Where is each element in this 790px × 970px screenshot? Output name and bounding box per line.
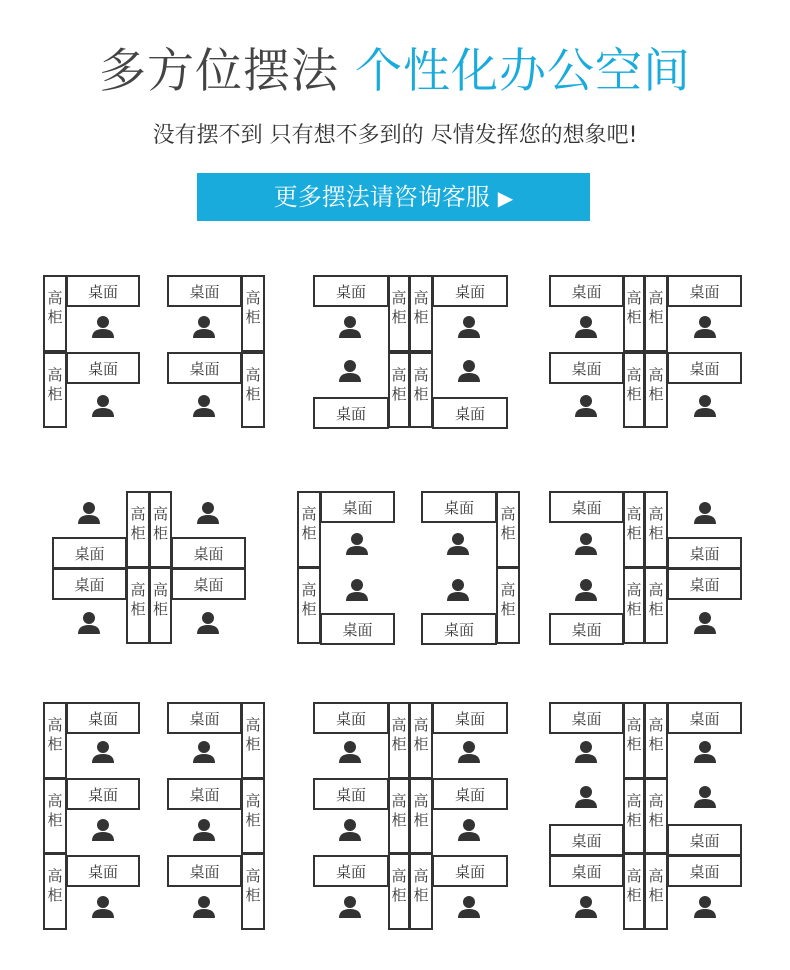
desk [550, 276, 623, 306]
cabinet-label-bottom: 柜 [47, 811, 63, 829]
cabinet-label-bottom: 柜 [626, 308, 642, 326]
tall-cabinet [624, 353, 644, 427]
cabinet-label-bottom: 柜 [626, 886, 642, 904]
person-icon [694, 786, 716, 808]
tall-cabinet [127, 492, 149, 567]
desk [314, 856, 388, 886]
tall-cabinet [410, 779, 432, 853]
desk [433, 856, 507, 886]
cabinet-label-bottom: 柜 [245, 308, 261, 326]
desk-label: 桌面 [571, 832, 602, 850]
desk-label: 桌面 [87, 710, 119, 728]
tall-cabinet [497, 568, 519, 643]
desk-label: 桌面 [454, 863, 486, 881]
cabinet-label-top: 高 [500, 581, 516, 599]
desk-label: 桌面 [193, 545, 224, 563]
cabinet-label-top: 高 [245, 289, 261, 307]
tall-cabinet [389, 276, 409, 351]
tall-cabinet [645, 703, 667, 778]
tall-cabinet [44, 703, 66, 778]
person-icon [575, 395, 597, 417]
desk [67, 703, 139, 733]
desk-label: 桌面 [689, 576, 720, 594]
person-icon [92, 316, 114, 338]
cabinet-label-top: 高 [413, 792, 429, 810]
person-icon [193, 896, 215, 918]
desk [550, 353, 623, 383]
cabinet-label-top: 高 [245, 792, 261, 810]
desk [168, 856, 241, 886]
desk [53, 538, 126, 568]
cabinet-label-bottom: 柜 [648, 385, 664, 403]
desk-label: 桌面 [571, 863, 602, 881]
cabinet-label-top: 高 [648, 792, 664, 810]
desk-label: 桌面 [335, 405, 367, 423]
cabinet-label-bottom: 柜 [245, 385, 261, 403]
desk-label: 桌面 [454, 710, 486, 728]
cabinet-label-top: 高 [47, 792, 63, 810]
cabinet-label-top: 高 [152, 581, 169, 599]
tall-cabinet [410, 353, 432, 427]
tall-cabinet [44, 276, 66, 351]
person-icon [197, 502, 219, 524]
desk [668, 353, 741, 383]
desk [433, 276, 507, 306]
desk [172, 569, 245, 599]
title-primary: 多方位摆法 [99, 44, 340, 99]
play-triangle-icon: ▶ [497, 186, 514, 210]
cabinet-label-top: 高 [301, 581, 317, 599]
desk-label: 桌面 [454, 283, 486, 301]
cabinet-label-bottom: 柜 [626, 811, 642, 829]
desk [422, 492, 496, 522]
cabinet-label-top: 高 [626, 505, 642, 523]
title-accent: 个性化办公空间 [354, 44, 691, 99]
cabinet-label-bottom: 柜 [391, 735, 407, 753]
tall-cabinet [645, 854, 667, 929]
cabinet-label-top: 高 [413, 366, 429, 384]
desk [550, 856, 623, 886]
person-icon [92, 896, 114, 918]
person-icon [447, 579, 469, 601]
person-icon [92, 819, 114, 841]
desk [172, 538, 245, 568]
desk-label: 桌面 [189, 786, 220, 804]
desk [668, 825, 741, 855]
tall-cabinet [645, 276, 667, 351]
desk-label: 桌面 [335, 863, 367, 881]
cabinet-label-bottom: 柜 [413, 886, 429, 904]
desk-label: 桌面 [571, 499, 602, 517]
desk [668, 538, 741, 568]
person-icon [78, 502, 100, 524]
person-icon [193, 819, 215, 841]
cabinet-label-top: 高 [391, 289, 407, 307]
cabinet-label-bottom: 柜 [626, 524, 642, 542]
person-icon [575, 741, 597, 763]
tall-cabinet [150, 568, 171, 643]
tall-cabinet [624, 276, 644, 351]
cabinet-label-top: 高 [245, 867, 261, 885]
contact-service-label: 更多摆法请咨询客服 [273, 183, 490, 211]
cabinet-label-bottom: 柜 [245, 811, 261, 829]
cabinet-label-top: 高 [47, 366, 63, 384]
tall-cabinet [242, 353, 264, 427]
desk [433, 398, 507, 428]
person-icon [447, 533, 469, 555]
desk-label: 桌面 [87, 786, 119, 804]
cabinet-label-bottom: 柜 [47, 308, 63, 326]
cabinet-label-top: 高 [47, 867, 63, 885]
cabinet-label-top: 高 [626, 581, 642, 599]
desk [321, 492, 394, 522]
cabinet-label-bottom: 柜 [301, 600, 317, 618]
desk-label: 桌面 [689, 283, 720, 301]
cabinet-label-top: 高 [130, 505, 146, 523]
cabinet-label-top: 高 [245, 366, 261, 384]
desk [168, 353, 241, 383]
desk-label: 桌面 [454, 405, 486, 423]
desk-label: 桌面 [193, 576, 224, 594]
person-icon [339, 819, 361, 841]
desk-label: 桌面 [335, 786, 367, 804]
tall-cabinet [497, 492, 519, 567]
cabinet-label-top: 高 [648, 366, 664, 384]
cabinet-label-bottom: 柜 [152, 524, 169, 542]
person-icon [575, 579, 597, 601]
tall-cabinet [44, 779, 66, 853]
cabinet-label-top: 高 [626, 792, 642, 810]
tall-cabinet [298, 568, 320, 643]
desk [550, 614, 623, 644]
desk [53, 569, 126, 599]
person-icon [458, 316, 480, 338]
desk [321, 614, 394, 644]
cabinet-label-top: 高 [648, 505, 664, 523]
tall-cabinet [150, 492, 171, 567]
desk-label: 桌面 [443, 499, 475, 517]
tall-cabinet [645, 353, 667, 427]
person-icon [193, 395, 215, 417]
cabinet-label-bottom: 柜 [391, 886, 407, 904]
cabinet-label-bottom: 柜 [648, 600, 664, 618]
desk [67, 276, 139, 306]
cabinet-label-top: 高 [626, 289, 642, 307]
desk [314, 276, 388, 306]
person-icon [193, 741, 215, 763]
cabinet-label-top: 高 [648, 716, 664, 734]
person-icon [339, 896, 361, 918]
cabinet-label-bottom: 柜 [152, 600, 169, 618]
tall-cabinet [624, 492, 644, 567]
tall-cabinet [242, 703, 264, 778]
desk-label: 桌面 [571, 360, 602, 378]
tall-cabinet [624, 779, 644, 853]
tall-cabinet [410, 276, 432, 351]
desk-label: 桌面 [189, 283, 220, 301]
tall-cabinet [242, 276, 264, 351]
cabinet-label-top: 高 [391, 792, 407, 810]
cabinet-label-top: 高 [391, 867, 407, 885]
person-icon [575, 533, 597, 555]
desk-label: 桌面 [87, 863, 119, 881]
desk [550, 825, 623, 855]
person-icon [694, 612, 716, 634]
cabinet-label-bottom: 柜 [648, 735, 664, 753]
desk [314, 779, 388, 809]
tall-cabinet [645, 492, 667, 567]
desk [433, 703, 507, 733]
cabinet-label-bottom: 柜 [130, 524, 146, 542]
person-icon [458, 819, 480, 841]
desk-label: 桌面 [87, 283, 119, 301]
person-icon [346, 579, 368, 601]
person-icon [575, 316, 597, 338]
desk-label: 桌面 [342, 621, 373, 639]
desk-label: 桌面 [74, 576, 105, 594]
cabinet-label-bottom: 柜 [413, 308, 429, 326]
desk-label: 桌面 [443, 621, 475, 639]
cabinet-label-bottom: 柜 [500, 600, 516, 618]
cabinet-label-top: 高 [626, 716, 642, 734]
desk [168, 779, 241, 809]
person-icon [92, 741, 114, 763]
person-icon [694, 316, 716, 338]
cabinet-label-top: 高 [391, 716, 407, 734]
cabinet-label-bottom: 柜 [47, 886, 63, 904]
desk-label: 桌面 [689, 545, 720, 563]
cabinet-label-top: 高 [391, 366, 407, 384]
desk [67, 353, 139, 383]
desk-label: 桌面 [335, 710, 367, 728]
cabinet-label-top: 高 [301, 505, 317, 523]
tall-cabinet [389, 353, 409, 427]
cabinet-label-bottom: 柜 [626, 735, 642, 753]
tall-cabinet [410, 854, 432, 929]
desk [550, 492, 623, 522]
cabinet-label-top: 高 [648, 867, 664, 885]
cabinet-label-top: 高 [413, 289, 429, 307]
desk [67, 856, 139, 886]
cabinet-label-bottom: 柜 [301, 524, 317, 542]
tall-cabinet [624, 703, 644, 778]
person-icon [694, 395, 716, 417]
tall-cabinet [242, 854, 264, 929]
cabinet-label-bottom: 柜 [648, 524, 664, 542]
cabinet-label-bottom: 柜 [648, 308, 664, 326]
cabinet-label-top: 高 [413, 867, 429, 885]
desk [668, 569, 741, 599]
cabinet-label-bottom: 柜 [391, 811, 407, 829]
desk-label: 桌面 [335, 283, 367, 301]
desk-label: 桌面 [571, 710, 602, 728]
cabinet-label-bottom: 柜 [391, 308, 407, 326]
cabinet-label-bottom: 柜 [413, 811, 429, 829]
desk [314, 398, 388, 428]
person-icon [339, 316, 361, 338]
desk [67, 779, 139, 809]
desk-label: 桌面 [189, 360, 220, 378]
cabinet-label-top: 高 [152, 505, 169, 523]
cabinet-label-top: 高 [413, 716, 429, 734]
tall-cabinet [298, 492, 320, 567]
tall-cabinet [645, 568, 667, 643]
desk-label: 桌面 [689, 360, 720, 378]
desk [314, 703, 388, 733]
cabinet-label-bottom: 柜 [500, 524, 516, 542]
desk-label: 桌面 [689, 863, 720, 881]
desk [422, 614, 496, 644]
cabinet-label-bottom: 柜 [245, 886, 261, 904]
person-icon [694, 896, 716, 918]
desk-label: 桌面 [571, 283, 602, 301]
person-icon [92, 395, 114, 417]
cabinet-label-top: 高 [47, 716, 63, 734]
desk [668, 276, 741, 306]
cabinet-label-bottom: 柜 [413, 385, 429, 403]
person-icon [346, 533, 368, 555]
cabinet-label-bottom: 柜 [245, 735, 261, 753]
desk-label: 桌面 [689, 710, 720, 728]
cabinet-label-bottom: 柜 [391, 385, 407, 403]
cabinet-label-bottom: 柜 [47, 385, 63, 403]
desk [168, 703, 241, 733]
page-subtitle: 没有摆不到 只有想不多到的 尽情发挥您的想象吧! [152, 123, 638, 148]
cabinet-label-top: 高 [648, 581, 664, 599]
desk-label: 桌面 [454, 786, 486, 804]
desk-label: 桌面 [342, 499, 373, 517]
cabinet-label-bottom: 柜 [648, 886, 664, 904]
person-icon [575, 896, 597, 918]
cabinet-label-bottom: 柜 [130, 600, 146, 618]
tall-cabinet [624, 854, 644, 929]
desk-label: 桌面 [689, 832, 720, 850]
person-icon [339, 360, 361, 382]
person-icon [193, 316, 215, 338]
tall-cabinet [242, 779, 264, 853]
desk [168, 276, 241, 306]
person-icon [78, 612, 100, 634]
desk-label: 桌面 [189, 863, 220, 881]
cabinet-label-top: 高 [245, 716, 261, 734]
cabinet-label-bottom: 柜 [626, 600, 642, 618]
person-icon [694, 502, 716, 524]
desk [668, 703, 741, 733]
desk [550, 703, 623, 733]
person-icon [694, 741, 716, 763]
tall-cabinet [44, 353, 66, 427]
desk-label: 桌面 [189, 710, 220, 728]
desk [668, 856, 741, 886]
tall-cabinet [127, 568, 149, 643]
tall-cabinet [624, 568, 644, 643]
person-icon [339, 741, 361, 763]
cabinet-label-top: 高 [626, 366, 642, 384]
cabinet-label-top: 高 [626, 867, 642, 885]
cabinet-label-top: 高 [648, 289, 664, 307]
tall-cabinet [410, 703, 432, 778]
desk-label: 桌面 [74, 545, 105, 563]
person-icon [458, 896, 480, 918]
cabinet-label-top: 高 [47, 289, 63, 307]
person-icon [458, 741, 480, 763]
desk [433, 779, 507, 809]
tall-cabinet [389, 854, 409, 929]
cabinet-label-top: 高 [130, 581, 146, 599]
person-icon [458, 360, 480, 382]
cabinet-label-bottom: 柜 [626, 385, 642, 403]
tall-cabinet [645, 779, 667, 853]
cabinet-label-top: 高 [500, 505, 516, 523]
person-icon [197, 612, 219, 634]
cabinet-label-bottom: 柜 [47, 735, 63, 753]
tall-cabinet [389, 779, 409, 853]
desk-label: 桌面 [87, 360, 119, 378]
tall-cabinet [44, 854, 66, 929]
cabinet-label-bottom: 柜 [648, 811, 664, 829]
person-icon [575, 786, 597, 808]
desk-label: 桌面 [571, 621, 602, 639]
tall-cabinet [389, 703, 409, 778]
cabinet-label-bottom: 柜 [413, 735, 429, 753]
